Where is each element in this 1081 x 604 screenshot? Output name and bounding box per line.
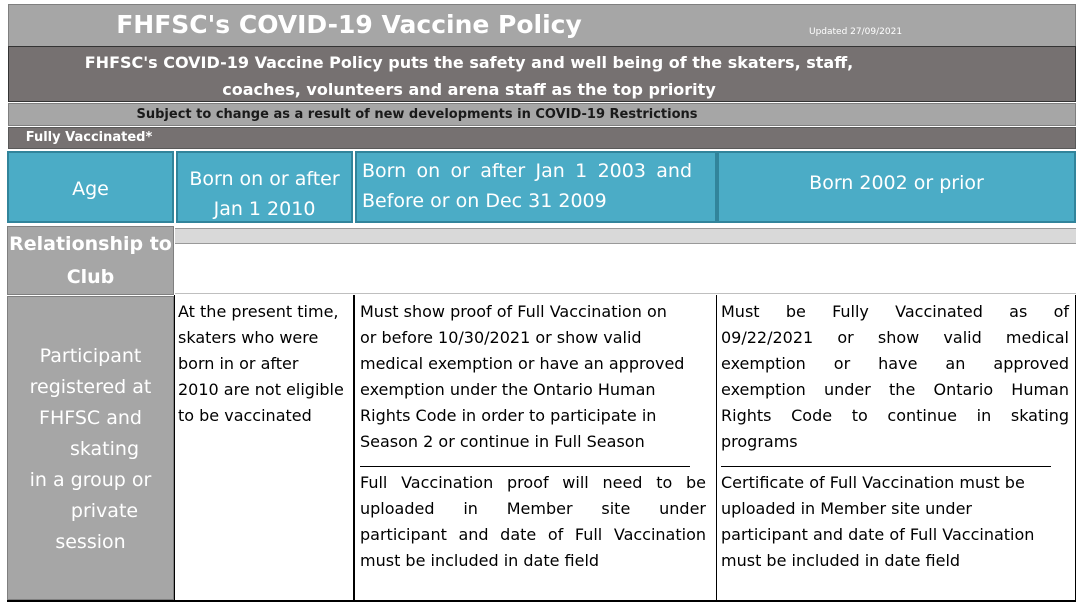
cell-2002-bottom-line-1: Certificate of Full Vaccination must be <box>721 473 1025 492</box>
relationship-label <box>7 226 174 295</box>
participant-label-line-7: session <box>55 531 126 553</box>
fully-vaccinated-label: Fully Vaccinated* <box>25 130 153 145</box>
table-bottom-border <box>7 600 1076 602</box>
change-notice-bar <box>8 103 1076 126</box>
cell-2003-bottom-line-1: Full Vaccination proof will need to be <box>360 473 706 492</box>
updated-date: Updated 27/09/2021 <box>809 27 903 37</box>
cell-2003-top-line-6: Season 2 or continue in Full Season <box>360 432 645 451</box>
cell-2003-top-line-1: Must show proof of Full Vaccination on <box>360 302 667 321</box>
subtitle-bar <box>8 46 1076 102</box>
participant-label-line-2: registered at <box>29 376 152 398</box>
cell-2003-top-line-2: or before 10/30/2021 or show valid <box>360 328 642 347</box>
change-notice: Subject to change as a result of new developments in COVID-19 Restrictions <box>136 107 698 122</box>
cell-2003-bottom-line-2: uploaded in Member site under <box>360 499 706 518</box>
header-born-2010-line-2: Jan 1 2010 <box>213 198 316 220</box>
cell-2002-top-line-3: exemption or have an approved <box>721 354 1069 373</box>
cell-2002-divider <box>721 466 1051 467</box>
cell-2002-bottom-line-2: uploaded in Member site under <box>721 499 972 518</box>
cell-2010-line-2: skaters who were <box>178 328 319 347</box>
header-born-2003-line-1: Born on or after Jan 1 2003 and <box>362 160 692 182</box>
cell-2010-line-5: to be vaccinated <box>178 406 312 425</box>
header-age-label: Age <box>72 178 109 200</box>
participant-label-line-6: private <box>70 500 139 522</box>
header-age <box>7 151 174 223</box>
cell-2003-top-line-4: exemption under the Ontario Human <box>360 380 656 399</box>
fully-vaccinated-bar <box>8 127 1076 149</box>
relationship-blank-row <box>175 244 1076 294</box>
cell-2002-bottom-line-4: must be included in date field <box>721 551 961 570</box>
subtitle-line-1: FHFSC's COVID-19 Vaccine Policy puts the safety and well being of the skaters, staff, <box>84 53 854 72</box>
cell-2010-line-1: At the present time, <box>178 302 339 321</box>
cell-2003-top-line-3: medical exemption or have an approved <box>360 354 685 373</box>
header-born-2002 <box>717 151 1076 223</box>
cell-2010-line-3: born in or after <box>178 354 299 373</box>
header-born-2010 <box>176 151 353 223</box>
cell-2002-top-line-6: programs <box>721 432 798 451</box>
cell-2003-bottom-line-4: must be included in date field <box>360 551 600 570</box>
cell-2002-top-line-2: 09/22/2021 or show valid medical <box>721 328 1069 347</box>
participant-label-line-4: skating <box>69 438 140 460</box>
cell-born-2002 <box>716 295 1076 601</box>
header-born-2002-label: Born 2002 or prior <box>809 172 984 194</box>
title-bar <box>8 4 1076 48</box>
cell-2002-top-line-5: Rights Code to continue in skating <box>721 406 1069 425</box>
participant-label-line-1: Participant <box>39 345 142 367</box>
cell-2002-top-line-4: exemption under the Ontario Human <box>721 380 1069 399</box>
cell-born-2010 <box>174 295 354 601</box>
subtitle-line-2: coaches, volunteers and arena staff as the top priority <box>222 80 716 99</box>
header-born-2010-line-1: Born on or after <box>189 168 340 190</box>
header-born-2003-line-2: Before or on Dec 31 2009 <box>362 190 607 212</box>
cell-2002-bottom-line-3: participant and date of Full Vaccination <box>721 525 1035 544</box>
participant-label-line-5: in a group or <box>29 469 152 491</box>
cell-2003-bottom-line-3: participant and date of Full Vaccination <box>360 525 706 544</box>
relationship-strip <box>175 228 1076 244</box>
cell-2010-line-4: 2010 are not eligible <box>178 380 344 399</box>
cell-2002-top-line-1: Must be Fully Vaccinated as of <box>721 302 1069 321</box>
page-title: FHFSC's COVID-19 Vaccine Policy <box>116 10 582 39</box>
cell-born-2003 <box>354 295 717 601</box>
cell-2003-top-line-5: Rights Code in order to participate in <box>360 406 657 425</box>
relationship-label-line-1: Relationship to <box>9 233 172 255</box>
header-born-2003 <box>355 151 717 223</box>
relationship-label-line-2: Club <box>66 266 115 288</box>
cell-2003-divider <box>360 466 690 467</box>
participant-label <box>7 296 174 600</box>
participant-label-line-3: FHFSC and <box>39 407 142 429</box>
